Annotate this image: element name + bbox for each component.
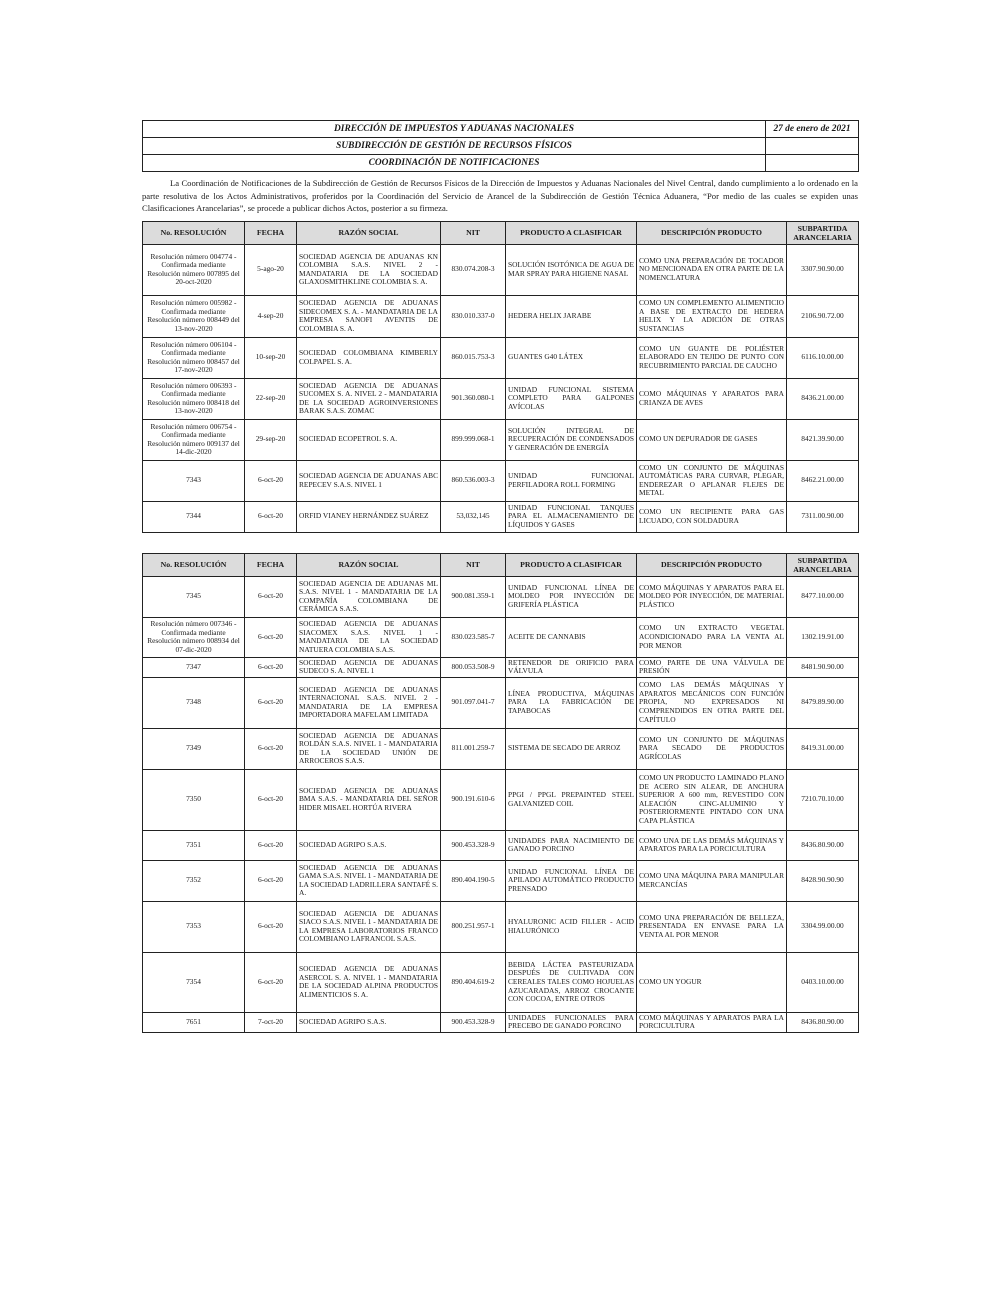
cell-description: COMO UN CONJUNTO DE MÁQUINAS PARA SECADO DE PRODUCTOS AGRÍCOLAS (637, 728, 787, 769)
cell-resolution: 7353 (143, 901, 245, 952)
cell-product: UNIDAD FUNCIONAL LÍNEA DE MOLDEO POR INYECCIÓN DE GRIFERÍA PLÁSTICA (506, 576, 637, 617)
cell-description: COMO UN CONJUNTO DE MÁQUINAS AUTOMÁTICAS PARA CURVAR, PLEGAR, ENDEREZAR O APLANAR FLEJES DE METAL (637, 460, 787, 501)
cell-resolution: 7349 (143, 728, 245, 769)
table-row (143, 901, 859, 952)
cell-company: SOCIEDAD AGENCIA DE ADUANAS GAMA S.A.S. NIVEL 1 - MANDATARIA DE LA SOCIEDAD LADRILLERA SANTAFÉ S. A. (297, 860, 441, 901)
cell-description: COMO UNA PREPARACIÓN DE BELLEZA, PRESENTADA EN ENVASE PARA LA VENTA AL POR MENOR (637, 901, 787, 952)
cell-company: SOCIEDAD AGENCIA DE ADUANAS SIACO S.A.S. NIVEL 1 - MANDATARIA DE LA EMPRESA LABORATORIOS FRANCO COLOMBIANO LAFRANCOL S.A.S. (297, 901, 441, 952)
col-tariff-subheading: SUBPARTIDA ARANCELARIA (787, 221, 859, 244)
cell-nit: 860.015.753-3 (441, 337, 506, 378)
document-page (142, 120, 858, 1033)
table-row (143, 952, 859, 1012)
table-row (143, 576, 859, 617)
cell-resolution: 7343 (143, 460, 245, 501)
cell-description: COMO UN PRODUCTO LAMINADO PLANO DE ACERO SIN ALEAR, DE ANCHURA SUPERIOR A 600 mm, REVESTIDO CON ALEACIÓN CINC-ALUMINIO Y POSTERIORMENTE PINTADO CON UNA CAPA PLÁSTICA (637, 769, 787, 830)
cell-product: HYALURONIC ACID FILLER - ACID HIALURÓNICO (506, 901, 637, 952)
cell-product: UNIDAD FUNCIONAL PERFILADORA ROLL FORMING (506, 460, 637, 501)
cell-nit: 900.453.328-9 (441, 830, 506, 860)
table-row (143, 1012, 859, 1032)
intro-paragraph: La Coordinación de Notificaciones de la Subdirección de Gestión de Recursos Físicos de la Dirección de Impuestos y Aduanas Nacionales del Nivel Central, dando cumplimiento a lo ordenado en la parte resolutiva de los Actos Administrativos, proferidos por la Coordinación del Servicio de Arancel de la Subdirección de Gestión Técnica Aduanera, “Por medio de las cuales se expiden unas Clasificaciones Arancelarias”, se procede a publicar dichos Actos, posterior a su firmeza. (142, 178, 858, 214)
cell-resolution: 7351 (143, 830, 245, 860)
cell-resolution: Resolución número 006104 - Confirmada mediante Resolución número 008457 del 17-nov-2020 (143, 337, 245, 378)
header-blank-cell (766, 138, 859, 155)
col-company: RAZÓN SOCIAL (297, 553, 441, 576)
cell-product: UNIDAD FUNCIONAL TANQUES PARA EL ALMACENAMIENTO DE LÍQUIDOS Y GASES (506, 501, 637, 532)
cell-date: 6-oct-20 (245, 501, 297, 532)
col-date: FECHA (245, 221, 297, 244)
table-row (143, 657, 859, 677)
cell-description: COMO LAS DEMÁS MÁQUINAS Y APARATOS MECÁNICOS CON FUNCIÓN PROPIA, NO EXPRESADOS NI COMPRENDIDOS EN OTRA PARTE DEL CAPÍTULO (637, 677, 787, 728)
cell-nit: 890.404.190-5 (441, 860, 506, 901)
cell-product: HEDERA HELIX JARABE (506, 295, 637, 337)
cell-description: COMO UN RECIPIENTE PARA GAS LICUADO, CON SOLDADURA (637, 501, 787, 532)
table-row (143, 617, 859, 657)
header-blank-cell (766, 155, 859, 172)
col-date: FECHA (245, 553, 297, 576)
cell-nit: 900.191.610-6 (441, 769, 506, 830)
cell-nit: 900.453.328-9 (441, 1012, 506, 1032)
cell-description: COMO UN EXTRACTO VEGETAL ACONDICIONADO PARA LA VENTA AL POR MENOR (637, 617, 787, 657)
col-nit: NIT (441, 553, 506, 576)
cell-company: SOCIEDAD AGENCIA DE ADUANAS SUDECO S. A. NIVEL 1 (297, 657, 441, 677)
table-row (143, 860, 859, 901)
cell-tariff-subheading: 8481.90.90.00 (787, 657, 859, 677)
table-row (143, 677, 859, 728)
cell-date: 6-oct-20 (245, 769, 297, 830)
cell-resolution: 7345 (143, 576, 245, 617)
cell-resolution: 7352 (143, 860, 245, 901)
cell-nit: 890.404.619-2 (441, 952, 506, 1012)
cell-nit: 53,032,145 (441, 501, 506, 532)
cell-tariff-subheading: 3307.90.90.00 (787, 244, 859, 295)
col-resolution: No. RESOLUCIÓN (143, 553, 245, 576)
cell-company: SOCIEDAD AGENCIA DE ADUANAS SUCOMEX S. A. NIVEL 2 - MANDATARIA DE LA SOCIEDAD AGROINVERSIONES BARAK S.A.S. ZOMAC (297, 378, 441, 419)
cell-resolution: Resolución número 005982 - Confirmada mediante Resolución número 008449 del 13-nov-2020 (143, 295, 245, 337)
cell-nit: 901.097.041-7 (441, 677, 506, 728)
table-row (143, 244, 859, 295)
cell-company: ORFID VIANEY HERNÁNDEZ SUÁREZ (297, 501, 441, 532)
cell-company: SOCIEDAD AGENCIA DE ADUANAS BMA S.A.S. - MANDATARIA DEL SEÑOR HIDER MISAEL HORTÚA RIVERA (297, 769, 441, 830)
cell-date: 5-ago-20 (245, 244, 297, 295)
cell-nit: 800.053.508-9 (441, 657, 506, 677)
cell-resolution: 7350 (143, 769, 245, 830)
cell-date: 6-oct-20 (245, 460, 297, 501)
cell-product: SOLUCIÓN INTEGRAL DE RECUPERACIÓN DE CONDENSADOS Y GENERACIÓN DE ENERGÍA (506, 419, 637, 460)
cell-tariff-subheading: 8421.39.90.00 (787, 419, 859, 460)
cell-nit: 830.010.337-0 (441, 295, 506, 337)
cell-description: COMO MÁQUINAS Y APARATOS PARA EL MOLDEO POR INYECCIÓN, DE MATERIAL PLÁSTICO (637, 576, 787, 617)
cell-company: SOCIEDAD COLOMBIANA KIMBERLY COLPAPEL S. A. (297, 337, 441, 378)
cell-tariff-subheading: 7311.00.90.00 (787, 501, 859, 532)
cell-company: SOCIEDAD AGRIPO S.A.S. (297, 1012, 441, 1032)
cell-description: COMO UNA PREPARACIÓN DE TOCADOR NO MENCIONADA EN OTRA PARTE DE LA NOMENCLATURA (637, 244, 787, 295)
cell-tariff-subheading: 0403.10.00.00 (787, 952, 859, 1012)
cell-tariff-subheading: 3304.99.00.00 (787, 901, 859, 952)
cell-date: 6-oct-20 (245, 677, 297, 728)
cell-company: SOCIEDAD AGENCIA DE ADUANAS ROLDÁN S.A.S. NIVEL 1 - MANDATARIA DE LA SOCIEDAD UNIÓN DE ARROCEROS S.A.S. (297, 728, 441, 769)
cell-company: SOCIEDAD AGENCIA DE ADUANAS ABC REPECEV S.A.S. NIVEL 1 (297, 460, 441, 501)
cell-date: 6-oct-20 (245, 728, 297, 769)
cell-date: 7-oct-20 (245, 1012, 297, 1032)
cell-tariff-subheading: 8436.21.00.00 (787, 378, 859, 419)
table-row (143, 419, 859, 460)
table-row (143, 830, 859, 860)
cell-nit: 830.023.585-7 (441, 617, 506, 657)
cell-product: RETENEDOR DE ORIFICIO PARA VÁLVULA (506, 657, 637, 677)
cell-nit: 800.251.957-1 (441, 901, 506, 952)
col-product: PRODUCTO A CLASIFICAR (506, 553, 637, 576)
cell-nit: 830.074.208-3 (441, 244, 506, 295)
cell-tariff-subheading: 8428.90.90.90 (787, 860, 859, 901)
cell-company: SOCIEDAD ECOPETROL S. A. (297, 419, 441, 460)
table-row (143, 460, 859, 501)
col-resolution: No. RESOLUCIÓN (143, 221, 245, 244)
cell-resolution: Resolución número 006393 - Confirmada mediante Resolución número 008418 del 13-nov-2020 (143, 378, 245, 419)
cell-date: 6-oct-20 (245, 860, 297, 901)
table-row (143, 378, 859, 419)
cell-date: 6-oct-20 (245, 657, 297, 677)
header-institution: DIRECCIÓN DE IMPUESTOS Y ADUANAS NACIONALES (143, 121, 766, 138)
cell-product: UNIDAD FUNCIONAL SISTEMA COMPLETO PARA GALPONES AVÍCOLAS (506, 378, 637, 419)
cell-company: SOCIEDAD AGENCIA DE ADUANAS ASERCOL S. A. NIVEL 1 - MANDATARIA DE LA SOCIEDAD ALPINA PRODUCTOS ALIMENTICIOS S. A. (297, 952, 441, 1012)
resolutions-table-2 (142, 553, 859, 1033)
cell-nit: 860.536.003-3 (441, 460, 506, 501)
cell-description: COMO UNA DE LAS DEMÁS MÁQUINAS Y APARATOS PARA LA PORCICULTURA (637, 830, 787, 860)
resolutions-table-1 (142, 221, 859, 533)
cell-date: 10-sep-20 (245, 337, 297, 378)
table-row (143, 295, 859, 337)
cell-resolution: 7348 (143, 677, 245, 728)
cell-resolution: 7651 (143, 1012, 245, 1032)
cell-date: 6-oct-20 (245, 576, 297, 617)
cell-description: COMO MÁQUINAS Y APARATOS PARA CRIANZA DE AVES (637, 378, 787, 419)
table-row (143, 728, 859, 769)
cell-description: COMO UNA MÁQUINA PARA MANIPULAR MERCANCÍAS (637, 860, 787, 901)
cell-tariff-subheading: 8462.21.00.00 (787, 460, 859, 501)
cell-nit: 901.360.080-1 (441, 378, 506, 419)
cell-product: PPGI / PPGL PREPAINTED STEEL GALVANIZED COIL (506, 769, 637, 830)
cell-product: SOLUCIÓN ISOTÓNICA DE AGUA DE MAR SPRAY PARA HIGIENE NASAL (506, 244, 637, 295)
document-header (142, 120, 859, 172)
cell-resolution: 7354 (143, 952, 245, 1012)
cell-product: UNIDADES FUNCIONALES PARA PRECEBO DE GANADO PORCINO (506, 1012, 637, 1032)
col-description: DESCRIPCIÓN PRODUCTO (637, 553, 787, 576)
cell-tariff-subheading: 8479.89.90.00 (787, 677, 859, 728)
cell-product: UNIDADES PARA NACIMIENTO DE GANADO PORCINO (506, 830, 637, 860)
cell-product: SISTEMA DE SECADO DE ARROZ (506, 728, 637, 769)
cell-tariff-subheading: 6116.10.00.00 (787, 337, 859, 378)
cell-product: LÍNEA PRODUCTIVA, MÁQUINAS PARA LA FABRICACIÓN DE TAPABOCAS (506, 677, 637, 728)
header-coordination: COORDINACIÓN DE NOTIFICACIONES (143, 155, 766, 172)
cell-date: 6-oct-20 (245, 901, 297, 952)
cell-date: 6-oct-20 (245, 952, 297, 1012)
cell-tariff-subheading: 1302.19.91.00 (787, 617, 859, 657)
cell-description: COMO MÁQUINAS Y APARATOS PARA LA PORCICULTURA (637, 1012, 787, 1032)
cell-description: COMO UN GUANTE DE POLIÉSTER ELABORADO EN TEJIDO DE PUNTO CON RECUBRIMIENTO PARCIAL DE CAUCHO (637, 337, 787, 378)
header-subdirection: SUBDIRECCIÓN DE GESTIÓN DE RECURSOS FÍSICOS (143, 138, 766, 155)
cell-nit: 900.081.359-1 (441, 576, 506, 617)
cell-product: UNIDAD FUNCIONAL LÍNEA DE APILADO AUTOMÁTICO PRODUCTO PRENSADO (506, 860, 637, 901)
header-date: 27 de enero de 2021 (766, 121, 859, 138)
cell-company: SOCIEDAD AGRIPO S.A.S. (297, 830, 441, 860)
cell-product: BEBIDA LÁCTEA PASTEURIZADA DESPUÉS DE CULTIVADA CON CEREALES TALES COMO HOJUELAS AZUCARADAS, ARROZ CROCANTE CON COCOA, ENTRE OTROS (506, 952, 637, 1012)
cell-tariff-subheading: 8436.80.90.00 (787, 830, 859, 860)
cell-product: ACEITE DE CANNABIS (506, 617, 637, 657)
cell-date: 22-sep-20 (245, 378, 297, 419)
cell-description: COMO PARTE DE UNA VÁLVULA DE PRESIÓN (637, 657, 787, 677)
cell-description: COMO UN DEPURADOR DE GASES (637, 419, 787, 460)
cell-description: COMO UN YOGUR (637, 952, 787, 1012)
cell-nit: 899.999.068-1 (441, 419, 506, 460)
table-header-row (143, 221, 859, 244)
table-row (143, 769, 859, 830)
cell-tariff-subheading: 8436.80.90.00 (787, 1012, 859, 1032)
table-row (143, 337, 859, 378)
cell-date: 29-sep-20 (245, 419, 297, 460)
cell-nit: 811.001.259-7 (441, 728, 506, 769)
cell-tariff-subheading: 8477.10.00.00 (787, 576, 859, 617)
cell-tariff-subheading: 2106.90.72.00 (787, 295, 859, 337)
cell-company: SOCIEDAD AGENCIA DE ADUANAS SIACOMEX S.A.S. NIVEL 1 - MANDATARIA DE LA SOCIEDAD NATUERA COLOMBIA S.A.S. (297, 617, 441, 657)
cell-company: SOCIEDAD AGENCIA DE ADUANAS INTERNACIONAL S.A.S. NIVEL 2 - MANDATARIA DE LA EMPRESA IMPORTADORA MAFELAM LIMITADA (297, 677, 441, 728)
col-nit: NIT (441, 221, 506, 244)
cell-tariff-subheading: 7210.70.10.00 (787, 769, 859, 830)
cell-resolution: 7347 (143, 657, 245, 677)
col-description: DESCRIPCIÓN PRODUCTO (637, 221, 787, 244)
col-product: PRODUCTO A CLASIFICAR (506, 221, 637, 244)
cell-date: 6-oct-20 (245, 830, 297, 860)
cell-company: SOCIEDAD AGENCIA DE ADUANAS KN COLOMBIA S.A.S. NIVEL 2 - MANDATARIA DE LA SOCIEDAD GLAXOSMITHKLINE COLOMBIA S. A. (297, 244, 441, 295)
cell-tariff-subheading: 8419.31.00.00 (787, 728, 859, 769)
cell-product: GUANTES G40 LÁTEX (506, 337, 637, 378)
col-tariff-subheading: SUBPARTIDA ARANCELARIA (787, 553, 859, 576)
cell-description: COMO UN COMPLEMENTO ALIMENTICIO A BASE DE EXTRACTO DE HEDERA HELIX Y LA ADICIÓN DE OTRAS SUSTANCIAS (637, 295, 787, 337)
cell-date: 4-sep-20 (245, 295, 297, 337)
cell-resolution: Resolución número 006754 - Confirmada mediante Resolución número 009137 del 14-dic-2020 (143, 419, 245, 460)
table-row (143, 501, 859, 532)
cell-company: SOCIEDAD AGENCIA DE ADUANAS ML S.A.S. NIVEL 1 - MANDATARIA DE LA COMPAÑÍA COLOMBIANA DE CERÁMICA S.A.S. (297, 576, 441, 617)
table-header-row (143, 553, 859, 576)
cell-resolution: Resolución número 007346 - Confirmada mediante Resolución número 008934 del 07-dic-2020 (143, 617, 245, 657)
cell-date: 6-oct-20 (245, 617, 297, 657)
col-company: RAZÓN SOCIAL (297, 221, 441, 244)
cell-resolution: 7344 (143, 501, 245, 532)
cell-company: SOCIEDAD AGENCIA DE ADUANAS SIDECOMEX S. A. - MANDATARIA DE LA EMPRESA SANOFI AVENTIS DE COLOMBIA S. A. (297, 295, 441, 337)
cell-resolution: Resolución número 004774 - Confirmada mediante Resolución número 007895 del 20-oct-2020 (143, 244, 245, 295)
